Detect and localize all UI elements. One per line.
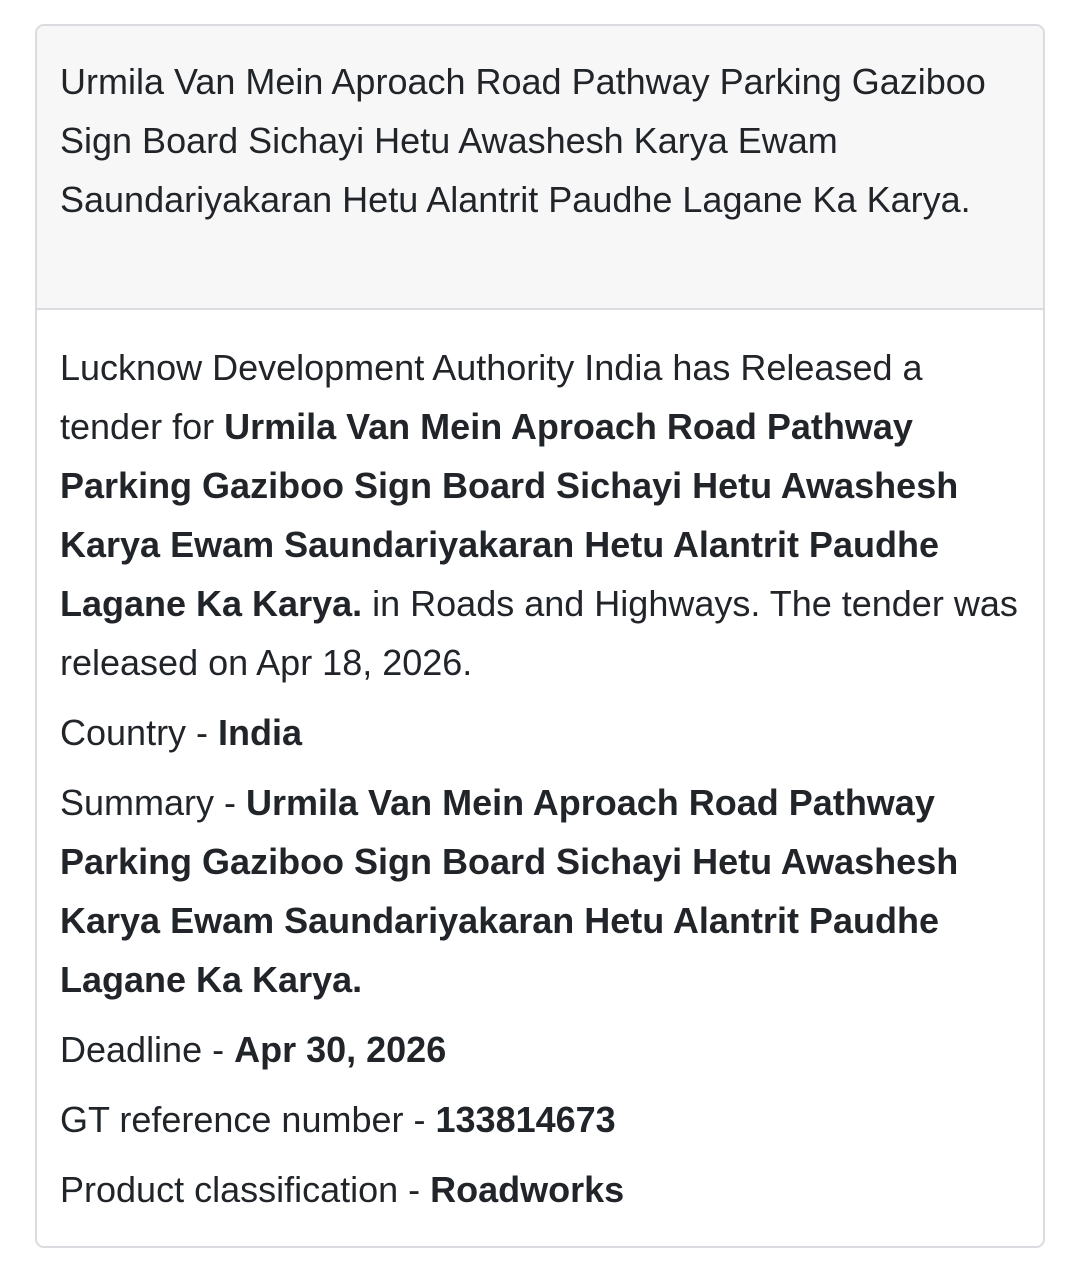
tender-card: [35, 24, 1045, 1248]
intro-tender-title: Urmila Van Mein Aproach Road Pathway Parking Gaziboo Sign Board Sichayi Hetu Awashesh Karya Ewam Saundariyakaran Hetu Alantrit Paudhe Lagane Ka Karya.: [60, 406, 959, 624]
gt-reference-label: GT reference number -: [60, 1099, 436, 1140]
deadline-value: Apr 30, 2026: [234, 1029, 447, 1070]
country-field: [60, 703, 1021, 762]
tender-intro-paragraph: [60, 338, 1021, 692]
tender-card-body: [37, 310, 1043, 1219]
summary-label: Summary -: [60, 782, 247, 823]
tender-card-header: [37, 26, 1043, 310]
gt-reference-field: [60, 1090, 1021, 1149]
intro-authority-text: Lucknow Development Authority India has Released a tender for: [60, 347, 923, 447]
gt-reference-value: 133814673: [435, 1099, 616, 1140]
tender-header-title: Urmila Van Mein Aproach Road Pathway Parking Gaziboo Sign Board Sichayi Hetu Awashesh Karya Ewam Saundariyakaran Hetu Alantrit Paudhe Lagane Ka Karya.: [60, 61, 986, 220]
deadline-label: Deadline -: [60, 1029, 235, 1070]
product-classification-field: [60, 1160, 1021, 1219]
intro-tail-text: in Roads and Highways. The tender was released on Apr 18, 2026.: [60, 583, 1018, 683]
product-classification-value: Roadworks: [430, 1169, 625, 1210]
country-value: India: [218, 712, 303, 753]
country-label: Country -: [60, 712, 219, 753]
summary-value: Urmila Van Mein Aproach Road Pathway Parking Gaziboo Sign Board Sichayi Hetu Awashesh Karya Ewam Saundariyakaran Hetu Alantrit Paudhe Lagane Ka Karya.: [60, 782, 959, 1000]
summary-field: [60, 773, 1021, 1009]
deadline-field: [60, 1020, 1021, 1079]
product-classification-label: Product classification -: [60, 1169, 431, 1210]
